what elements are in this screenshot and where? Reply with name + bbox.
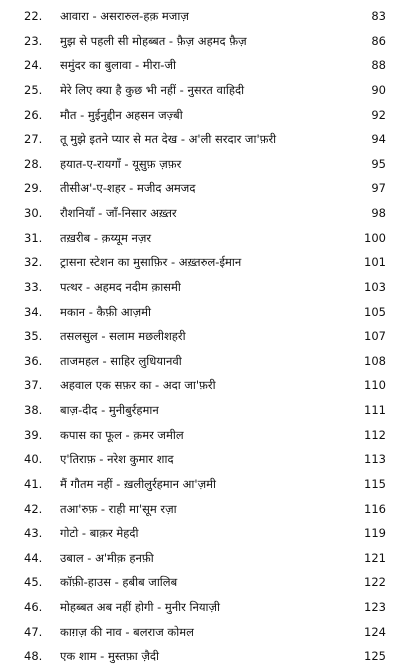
entry-title: मोहब्बत अब नहीं होगी - मुनीर नियाज़ी [60,600,221,614]
toc-entry [0,423,414,448]
entry-page-number: 113 [364,452,386,467]
entry-page-number: 94 [371,132,386,147]
entry-number: 43. [24,526,43,541]
entry-title: ए'तिराफ़ - नरेश कुमार शाद [60,452,174,467]
entry-page-number: 86 [371,33,386,48]
entry-title: आवारा - असरारुल-हक़ मजाज़ [60,9,189,23]
entry-page-number: 112 [364,427,386,442]
entry-number: 26. [24,107,43,122]
entry-page-number: 98 [371,206,386,220]
entry-page-number: 108 [364,353,386,368]
entry-number: 37. [24,378,43,393]
entry-number: 45. [24,575,43,590]
toc-entry [0,201,414,226]
toc-entry [0,595,414,620]
entry-title: रौशनियाँ - जाँ-निसार अख़्तर [60,206,177,220]
toc-entry [0,398,414,423]
entry-title: ट्रासना स्टेशन का मुसाफ़िर - अख़्तरुल-ईमान [60,255,242,270]
toc-entry [0,373,414,398]
entry-page-number: 83 [371,9,386,23]
entry-page-number: 103 [364,279,386,294]
entry-title: तीसीअ'-ए-शहर - मजीद अमजद [60,181,196,196]
entry-number: 33. [24,279,43,294]
entry-number: 28. [24,156,43,171]
entry-title: कपास का फूल - क़मर जमील [60,427,184,442]
entry-title: पत्थर - अहमद नदीम क़ासमी [60,279,181,294]
toc-entry [0,324,414,349]
entry-number: 40. [24,452,43,467]
entry-number: 46. [24,600,43,614]
entry-page-number: 110 [364,378,386,393]
toc-entry [0,103,414,128]
entry-title: तआ'रुफ़ - राही मा'सूम रज़ा [60,501,177,516]
entry-page-number: 92 [371,107,386,122]
entry-title: अहवाल एक सफ़र का - अदा जा'फ़री [60,378,216,393]
toc-entry [0,4,414,29]
entry-title: मैं गौतम नहीं - ख़लीलुर्रहमान आ'ज़मी [60,476,216,491]
toc-entry [0,226,414,251]
entry-number: 36. [24,353,43,368]
entry-number: 22. [24,9,43,23]
entry-number: 47. [24,624,43,639]
entry-number: 29. [24,181,43,196]
toc-entry [0,497,414,522]
toc-entry [0,152,414,177]
toc-entry [0,349,414,374]
entry-number: 34. [24,304,43,319]
toc-entry [0,176,414,201]
entry-number: 25. [24,82,43,97]
entry-title: बाज़-दीद - मुनीबुर्रहमान [60,403,159,417]
entry-title: मुझ से पहली सी मोहब्बत - फ़ैज़ अहमद फ़ैज़ [60,33,247,48]
entry-title: काग़ज़ की नाव - बलराज कोमल [60,624,194,639]
toc-entry [0,78,414,103]
toc-entry [0,29,414,54]
toc-entry [0,570,414,595]
toc-entry [0,275,414,300]
toc-entry [0,127,414,152]
toc-entry [0,521,414,546]
entry-title: कॉफ़ी-हाउस - हबीब जालिब [60,575,178,590]
entry-number: 48. [24,649,43,664]
entry-page-number: 115 [364,476,386,491]
toc-entry [0,546,414,571]
toc-entry [0,53,414,78]
entry-title: तसलसुल - सलाम मछलीशहरी [60,329,186,344]
toc-entry [0,620,414,645]
entry-number: 41. [24,476,43,491]
entry-number: 23. [24,33,43,48]
entry-title: हयात-ए-रायगाँ - यूसुफ़ ज़फ़र [60,156,182,171]
entry-number: 35. [24,329,43,344]
table-of-contents [0,4,414,669]
entry-page-number: 100 [364,230,386,245]
entry-number: 38. [24,403,43,417]
entry-number: 30. [24,206,43,220]
entry-page-number: 101 [364,255,386,270]
entry-number: 31. [24,230,43,245]
toc-entry [0,447,414,472]
entry-number: 32. [24,255,43,270]
entry-title: उबाल - अ'मीक़ हनफ़ी [60,550,154,565]
entry-number: 39. [24,427,43,442]
entry-title: गोटो - बाक़र मेहदी [60,526,139,541]
entry-number: 42. [24,501,43,516]
entry-page-number: 123 [364,600,386,614]
entry-title: तू मुझे इतने प्यार से मत देख - अ'ली सरदार जा'फ़री [60,132,277,147]
entry-page-number: 88 [371,58,386,73]
entry-number: 24. [24,58,43,73]
entry-title: मौत - मुईनुद्दीन अहसन जज़्बी [60,107,183,122]
entry-page-number: 116 [364,501,386,516]
entry-page-number: 122 [364,575,386,590]
entry-page-number: 125 [364,649,386,664]
entry-page-number: 107 [364,329,386,344]
entry-number: 27. [24,132,43,147]
entry-title: समुंदर का बुलावा - मीरा-जी [60,58,176,73]
entry-title: मकान - कैफ़ी आज़मी [60,304,152,319]
entry-page-number: 121 [364,550,386,565]
entry-number: 44. [24,550,43,565]
entry-page-number: 95 [371,156,386,171]
entry-page-number: 111 [364,403,386,417]
entry-page-number: 90 [371,82,386,97]
toc-entry [0,300,414,325]
toc-entry [0,472,414,497]
toc-entry [0,644,414,669]
entry-title: ताजमहल - साहिर लुधियानवी [60,353,182,368]
entry-page-number: 119 [364,526,386,541]
entry-page-number: 105 [364,304,386,319]
entry-title: एक शाम - मुस्तफ़ा ज़ैदी [60,649,160,664]
entry-title: मेरे लिए क्या है कुछ भी नहीं - नुसरत वाहिदी [60,82,245,97]
toc-entry [0,250,414,275]
entry-title: तख़रीब - क़य्यूम नज़र [60,230,152,245]
entry-page-number: 124 [364,624,386,639]
entry-page-number: 97 [371,181,386,196]
